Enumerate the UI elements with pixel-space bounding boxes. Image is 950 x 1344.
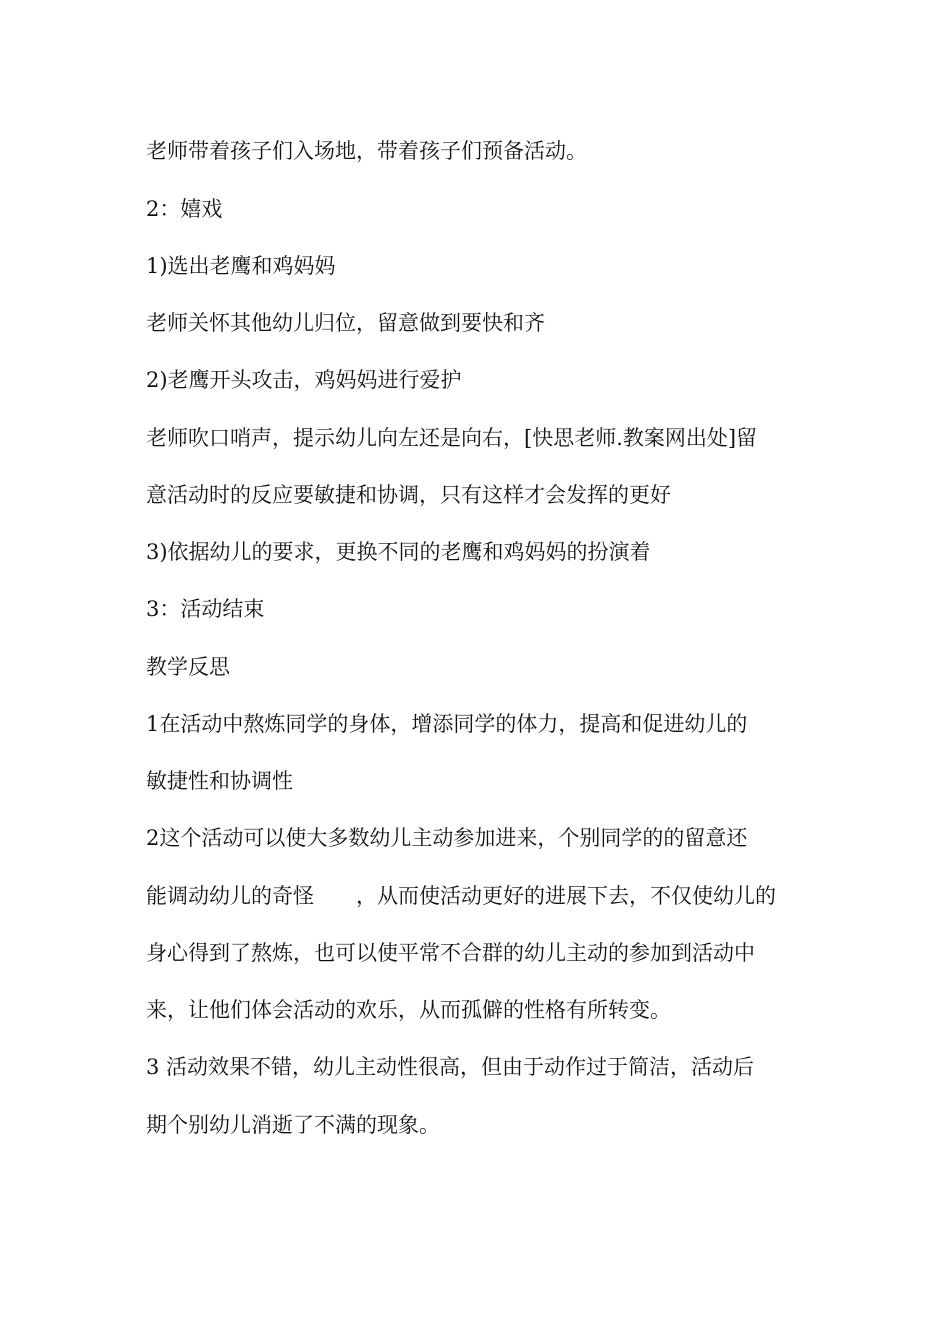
text-line: 来，让他们体会活动的欢乐，从而孤僻的性格有所转变。 [146,998,671,1022]
text-line: 老师关怀其他幼儿归位，留意做到要快和齐 [146,311,545,335]
text-line: 老师吹口哨声，提示幼儿向左还是向右，[快思老师.教案网出处]留 [146,426,758,450]
text-line: 敏捷性和协调性 [146,769,293,793]
text-line: 能调动幼儿的奇怪 ，从而使活动更好的进展下去，不仅使幼儿的 [146,884,776,908]
text-line: 3：活动结束 [146,597,265,621]
text-line: 教学反思 [146,655,230,679]
text-line: 1)选出老鹰和鸡妈妈 [146,254,336,278]
text-line: 2：嬉戏 [146,197,223,221]
text-line: 身心得到了熬炼，也可以使平常不合群的幼儿主动的参加到活动中 [146,941,755,965]
text-line: 3)依据幼儿的要求，更换不同的老鹰和鸡妈妈的扮演着 [146,540,651,564]
text-line: 3 活动效果不错，幼儿主动性很高，但由于动作过于简洁，活动后 [146,1055,755,1079]
text-line: 期个别幼儿消逝了不满的现象。 [146,1113,440,1137]
text-line: 老师带着孩子们入场地，带着孩子们预备活动。 [146,139,587,163]
text-line: 2这个活动可以使大多数幼儿主动参加进来，个别同学的的留意还 [146,826,748,850]
text-line: 2)老鹰开头攻击，鸡妈妈进行爱护 [146,368,462,392]
text-line: 1在活动中熬炼同学的身体，增添同学的体力，提高和促进幼儿的 [146,712,748,736]
text-line: 意活动时的反应要敏捷和协调，只有这样才会发挥的更好 [146,483,671,507]
